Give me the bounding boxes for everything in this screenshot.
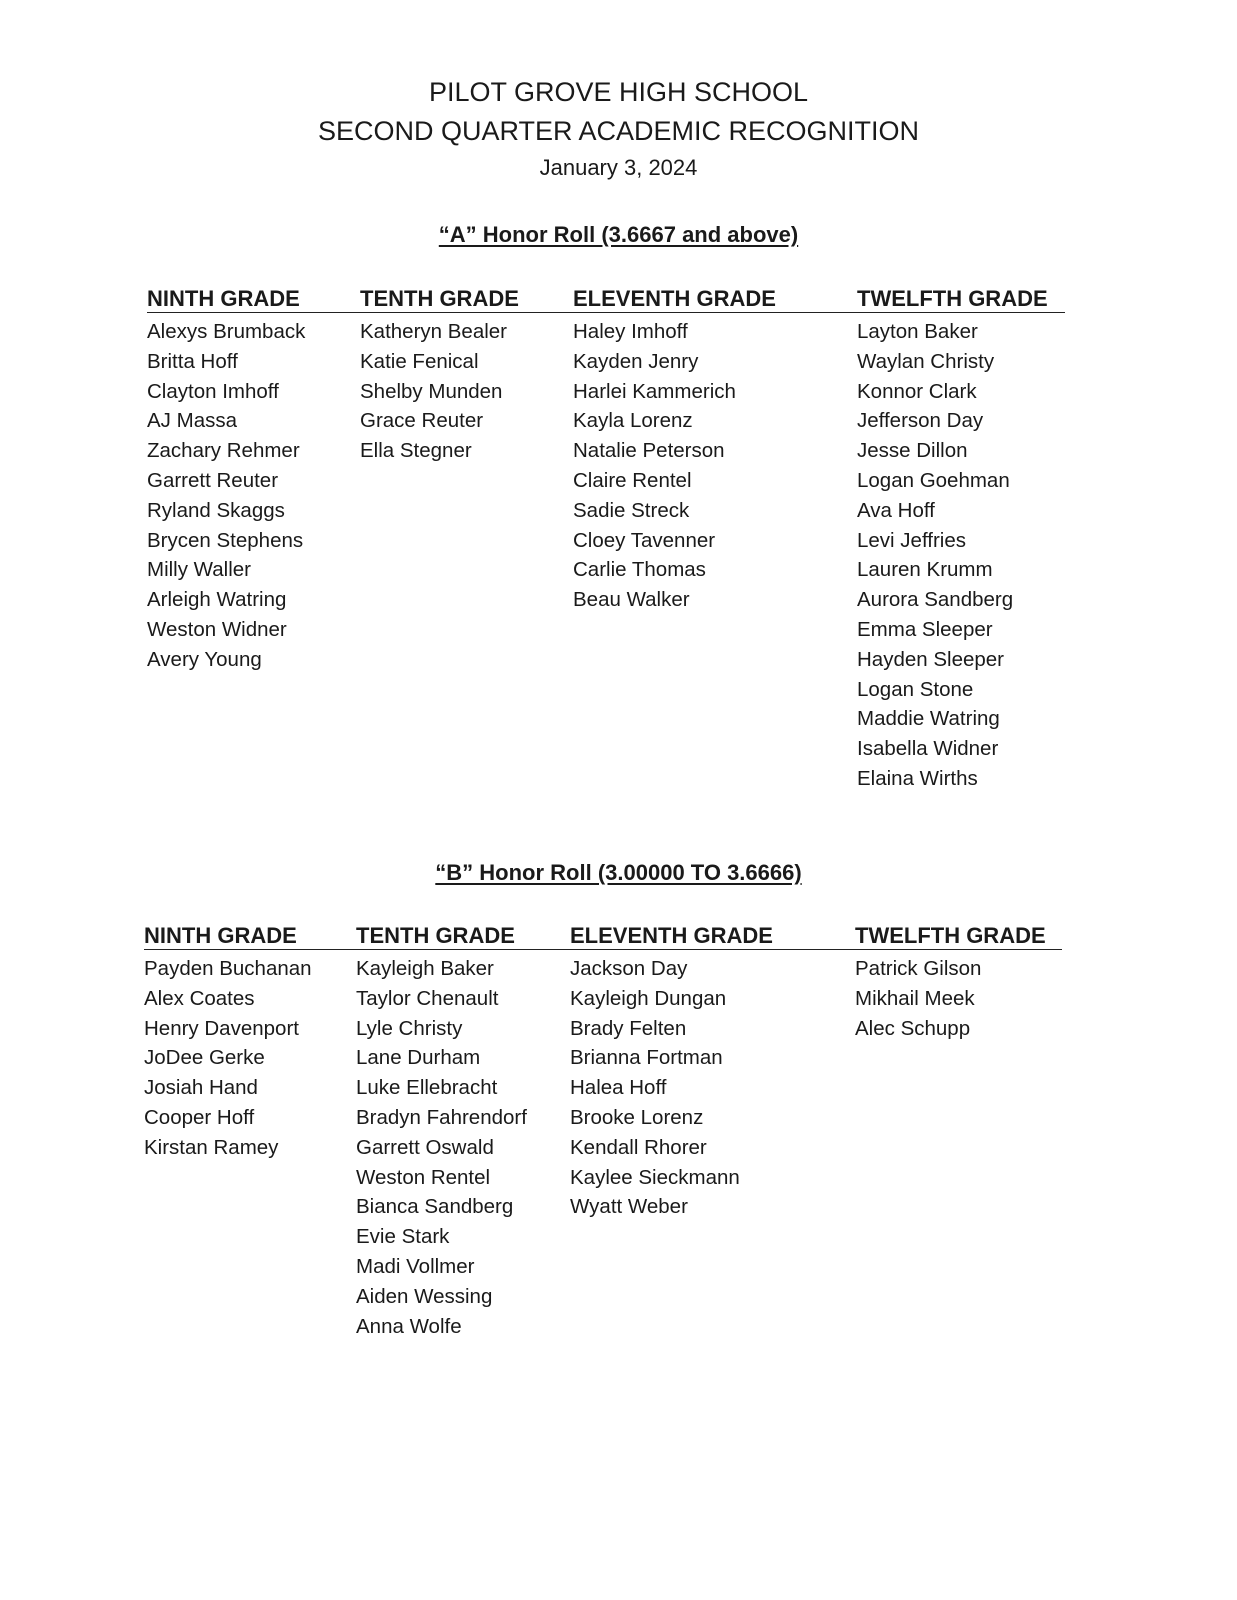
student-list — [147, 317, 357, 675]
student-name: Logan Goehman — [857, 468, 1010, 492]
student-name: Brady Felten — [570, 1016, 687, 1040]
grade-heading: ELEVENTH GRADE — [573, 286, 776, 311]
student-name: Maddie Watring — [857, 707, 1000, 731]
student-name: Cloey Tavenner — [573, 528, 716, 552]
student-name: Evie Stark — [356, 1225, 450, 1249]
student-name: Josiah Hand — [144, 1076, 258, 1100]
school-name: PILOT GROVE HIGH SCHOOL — [428, 77, 809, 107]
student-list — [573, 317, 783, 615]
grade-heading: ELEVENTH GRADE — [570, 923, 773, 948]
document-subtitle: SECOND QUARTER ACADEMIC RECOGNITION — [317, 116, 920, 146]
student-name: Elaina Wirths — [857, 766, 978, 790]
b-roll-eleventh-grade-column — [570, 922, 780, 1222]
a-roll-ninth-grade-column — [147, 285, 357, 675]
student-name: Hayden Sleeper — [857, 647, 1005, 671]
student-list — [570, 954, 780, 1222]
student-name: Konnor Clark — [857, 379, 977, 403]
student-name: Brycen Stephens — [147, 528, 304, 552]
student-name: Aiden Wessing — [356, 1284, 493, 1308]
student-name: Grace Reuter — [360, 409, 484, 433]
student-name: Lane Durham — [356, 1046, 481, 1070]
student-name: Madi Vollmer — [356, 1254, 475, 1278]
student-name: Cooper Hoff — [144, 1105, 255, 1129]
b-roll-tenth-grade-column — [356, 922, 566, 1341]
student-name: Layton Baker — [857, 320, 978, 343]
student-name: Kendall Rhorer — [570, 1135, 707, 1159]
student-name: Kirstan Ramey — [144, 1135, 279, 1159]
student-name: JoDee Gerke — [144, 1046, 265, 1070]
student-name: Jesse Dillon — [857, 439, 968, 463]
student-name: Alexys Brumback — [147, 320, 306, 343]
student-name: Katheryn Bealer — [360, 320, 508, 343]
student-name: Waylan Christy — [857, 349, 995, 373]
student-name: Clayton Imhoff — [147, 379, 279, 403]
student-name: Lauren Krumm — [857, 558, 993, 582]
student-name: Jackson Day — [570, 957, 688, 980]
student-name: Garrett Oswald — [356, 1135, 494, 1159]
student-name: Levi Jeffries — [857, 528, 967, 552]
grade-heading: TWELFTH GRADE — [857, 286, 1048, 311]
student-name: AJ Massa — [147, 409, 237, 433]
grade-heading: NINTH GRADE — [144, 923, 297, 948]
student-name: Katie Fenical — [360, 349, 479, 373]
student-name: Kayla Lorenz — [573, 409, 693, 433]
student-name: Garrett Reuter — [147, 468, 279, 492]
grade-heading: NINTH GRADE — [147, 286, 300, 311]
student-name: Kayleigh Baker — [356, 957, 494, 980]
student-name: Shelby Munden — [360, 379, 503, 403]
b-roll-ninth-grade-column — [144, 922, 354, 1163]
student-name: Harlei Kammerich — [573, 379, 736, 403]
student-name: Henry Davenport — [144, 1016, 299, 1040]
a-roll-eleventh-grade-column — [573, 285, 783, 615]
student-name: Ava Hoff — [857, 498, 935, 522]
student-name: Brooke Lorenz — [570, 1105, 704, 1129]
a-roll-tenth-grade-column — [360, 285, 570, 466]
student-list — [360, 317, 570, 466]
b-honor-roll-title: “B” Honor Roll (3.00000 TO 3.6666) — [435, 860, 802, 885]
student-list — [855, 954, 1065, 1043]
student-name: Wyatt Weber — [570, 1195, 688, 1219]
student-name: Arleigh Watring — [147, 588, 287, 612]
student-name: Ella Stegner — [360, 439, 472, 463]
student-list — [857, 317, 1067, 794]
student-name: Isabella Widner — [857, 737, 999, 761]
a-roll-twelfth-grade-column — [857, 285, 1067, 794]
student-list — [144, 954, 354, 1163]
student-name: Logan Stone — [857, 677, 974, 701]
student-name: Anna Wolfe — [356, 1314, 462, 1338]
student-name: Alex Coates — [144, 986, 255, 1010]
student-name: Taylor Chenault — [356, 986, 499, 1010]
student-name: Natalie Peterson — [573, 439, 725, 463]
student-name: Avery Young — [147, 647, 262, 671]
student-name: Haley Imhoff — [573, 320, 688, 343]
a-honor-roll-title: “A” Honor Roll (3.6667 and above) — [438, 222, 799, 247]
grade-heading: TENTH GRADE — [360, 286, 519, 311]
student-name: Milly Waller — [147, 558, 252, 582]
student-name: Zachary Rehmer — [147, 439, 300, 463]
student-name: Emma Sleeper — [857, 617, 993, 641]
student-name: Jefferson Day — [857, 409, 984, 433]
student-name: Bianca Sandberg — [356, 1195, 514, 1219]
student-name: Kaylee Sieckmann — [570, 1165, 740, 1189]
student-name: Luke Ellebracht — [356, 1076, 498, 1100]
student-name: Weston Rentel — [356, 1165, 491, 1189]
student-name: Alec Schupp — [855, 1016, 971, 1040]
grade-heading: TENTH GRADE — [356, 923, 515, 948]
student-name: Mikhail Meek — [855, 986, 975, 1010]
student-name: Ryland Skaggs — [147, 498, 285, 522]
student-name: Patrick Gilson — [855, 957, 982, 980]
student-name: Brianna Fortman — [570, 1046, 723, 1070]
grade-heading: TWELFTH GRADE — [855, 923, 1046, 948]
student-name: Beau Walker — [573, 588, 690, 612]
student-name: Britta Hoff — [147, 349, 238, 373]
student-name: Claire Rentel — [573, 468, 692, 492]
student-name: Lyle Christy — [356, 1016, 463, 1040]
b-roll-twelfth-grade-column — [855, 922, 1065, 1043]
student-name: Aurora Sandberg — [857, 588, 1014, 612]
student-name: Bradyn Fahrendorf — [356, 1105, 527, 1129]
document-date: January 3, 2024 — [539, 155, 698, 180]
student-name: Halea Hoff — [570, 1076, 667, 1100]
student-name: Sadie Streck — [573, 498, 690, 522]
student-name: Carlie Thomas — [573, 558, 706, 582]
student-name: Kayden Jenry — [573, 349, 699, 373]
student-name: Weston Widner — [147, 617, 287, 641]
student-list — [356, 954, 566, 1341]
student-name: Kayleigh Dungan — [570, 986, 727, 1010]
student-name: Payden Buchanan — [144, 957, 312, 980]
